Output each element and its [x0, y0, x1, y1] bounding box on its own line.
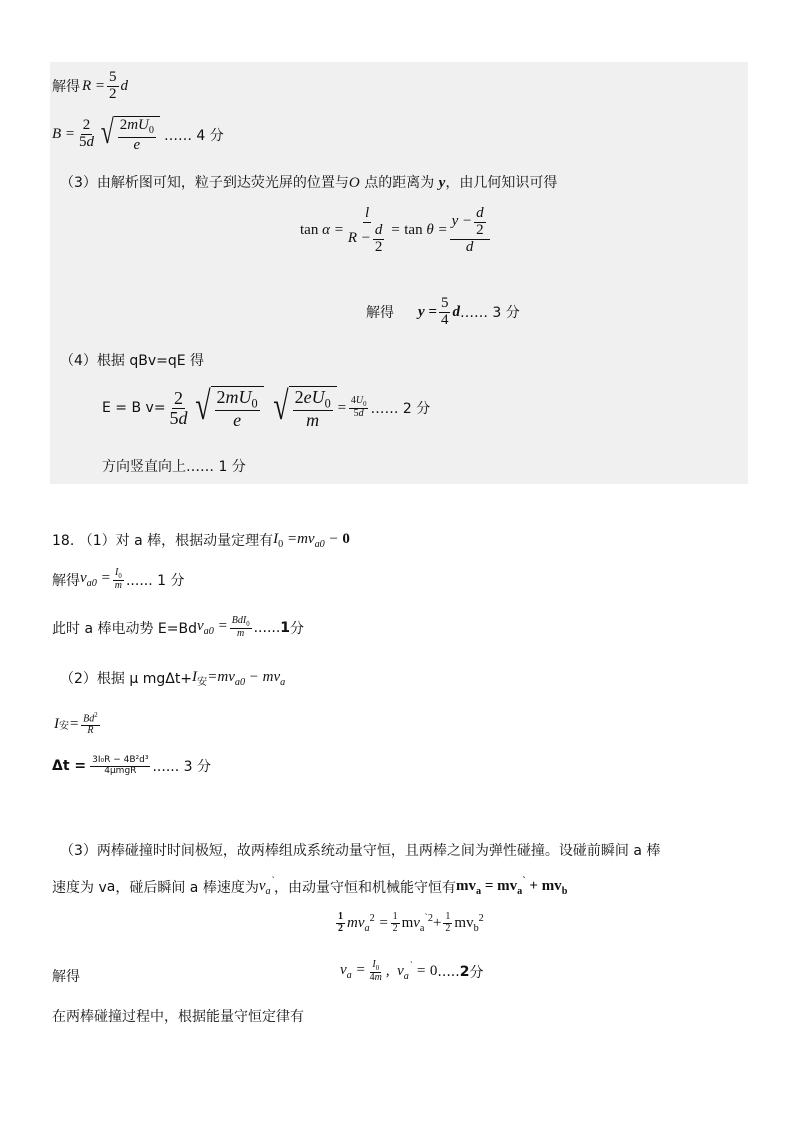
solution-R-line: 解得 R = $\frac{5}{2}$ d	[52, 69, 129, 102]
q18-part3-intro: （3）两棒碰撞时时间极短，故两棒组成系统动量守恒，且两棒之间为弹性碰撞。设碰前瞬间 a 棒	[60, 843, 661, 859]
q18-velocity-solution: $v_a$ = $\frac{I_0}{4m}$ , $v_a^` = 0$ ..... 2 分	[340, 959, 484, 984]
q18-I-an-line: I 安 = $\frac{Bd^2}{R}$	[54, 712, 98, 736]
q18-momentum-line: 速度为 v a ，碰后瞬间 a 棒速度为 $v_a^`$ ，由动量守恒和机械能守恒有 $mv_a = mv_a^` + mv_b$	[52, 876, 568, 897]
solved-label: 解得	[52, 79, 80, 96]
part4-intro: （4）根据 qBv=qE 得	[60, 353, 205, 369]
q18-part2-intro: （2）根据 μ mgΔt+ $I_安=mv_{a0} - mv_a$	[60, 668, 286, 688]
q18-va0-solution: 解得 $v_{a0}$ = $\frac{I_0}{m}$ ...... 1 分	[52, 567, 185, 592]
q18-delta-t-line: Δt = $\frac{\text{3I₀R − 4B²d³}}{\text{4μmgR}}$ ...... 3 分	[52, 755, 211, 776]
score-1a: ...... 1 分	[125, 572, 185, 589]
score-3b: ...... 3 分	[152, 759, 211, 775]
score-4: …… 4 分	[163, 127, 224, 144]
part3-intro: （3）由解析图可知，粒子到达荧光屏的位置与O 点的距离为 y，由几何知识可得	[60, 175, 558, 191]
q18-emf-line: 此时 a 棒电动势 E=Bd $v_{a0}$ = $\frac{BdI_0}{m}$ ...... 1 分	[52, 615, 305, 640]
q18-energy-intro: 在两棒碰撞过程中，根据能量守恒定律有	[52, 1009, 304, 1025]
score-3: …… 3 分	[459, 305, 520, 322]
q18-part1-intro: 18. （1）对 a 棒，根据动量定理有 $I_0 =mv_{a0} - 0$	[52, 530, 350, 550]
solution-B-line: B = $\frac{2}{5d}$ √ $\frac{2mU_0}{e}$ …… 4 分	[52, 114, 224, 153]
electric-field-equation: E = B v= $\frac{2}{5d}$ √ $\frac{2mU_0}{e}$ √ $\frac{2eU_0}{m}$ = $\frac{4U_0}{5d}$ …… 2 分	[102, 383, 431, 431]
score-2: …… 2 分	[370, 401, 431, 418]
direction-note: 方向竖直向上…… 1 分	[102, 459, 246, 475]
tan-equation: tan α = l R − $\frac{d}{2}$ = tan θ = y − $\frac{d}{2}$ d	[300, 206, 492, 255]
q18-solved-label: 解得	[52, 969, 80, 985]
solution-y-line: 解得 y = $\frac{5}{4}$ d …… 3 分	[366, 295, 520, 328]
q18-energy-equation: $\frac{1}{2}$ $mv_a^2$ = $\frac{1}{2}$ $mv_a^{`2}+$ $\frac{1}{2}$ $mv_b^2$	[338, 911, 484, 934]
